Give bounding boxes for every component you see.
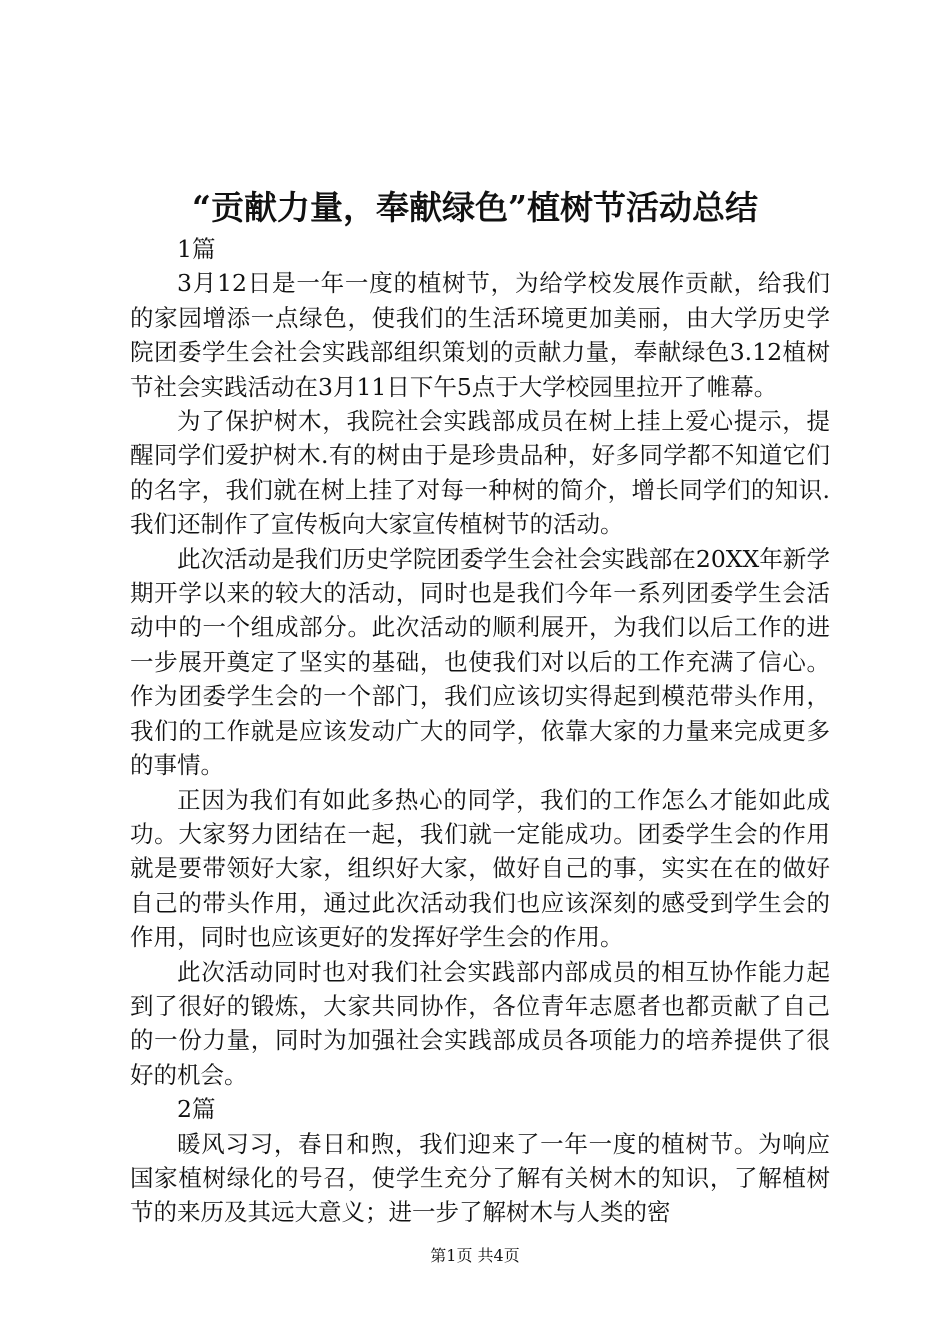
section-label: 2篇 [177,1095,216,1124]
paragraph: 正因为我们有如此多热心的同学，我们的工作怎么才能如此成功。大家努力团结在一起，我们就一定能成功。团委学生会的作用就是要带领好大家，组织好大家，做好自己的事，实实在在的做好自己的带头作用，通过此次活动我们也应该深刻的感受到学生会的作用，同时也应该更好的发挥好学生会的作用。 [130,785,830,952]
paragraph: 3月12日是一年一度的植树节，为给学校发展作贡献，给我们的家园增添一点绿色，使我们的生活环境更加美丽，由大学历史学院团委学生会社会实践部组织策划的贡献力量，奉献绿色3.12植树节社会实践活动在3月11日下午5点于大学校园里拉开了帷幕。 [130,269,830,401]
document-body [130,232,830,1230]
paragraph: 暖风习习，春日和煦，我们迎来了一年一度的植树节。为响应国家植树绿化的号召，使学生充分了解有关树木的知识，了解植树节的来历及其远大意义；进一步了解树木与人类的密 [130,1129,830,1227]
section-label: 1篇 [177,235,216,263]
paragraph: 此次活动是我们历史学院团委学生会社会实践部在20XX年新学期开学以来的较大的活动，同时也是我们今年一系列团委学生会活动中的一个组成部分。此次活动的顺利展开，为我们以后工作的进一步展开奠定了坚实的基础，也使我们对以后的工作充满了信心。作为团委学生会的一个部门，我们应该切实得起到模范带头作用，我们的工作就是应该发动广大的同学，依靠大家的力量来完成更多的事情。 [130,544,830,780]
document-title: “贡献力量，奉献绿色”植树节活动总结 [192,188,758,227]
paragraph: 此次活动同时也对我们社会实践部内部成员的相互协作能力起到了很好的锻炼，大家共同协作，各位青年志愿者也都贡献了自己的一份力量，同时为加强社会实践部成员各项能力的培养提供了很好的机会。 [130,957,830,1089]
page-footer: 第1页 共4页 [430,1246,520,1265]
paragraph: 为了保护树木，我院社会实践部成员在树上挂上爱心提示，提醒同学们爱护树木.有的树由于是珍贵品种，好多同学都不知道它们的名字，我们就在树上挂了对每一种树的简介，增长同学们的知识.我们还制作了宣传板向大家宣传植树节的活动。 [130,407,830,539]
